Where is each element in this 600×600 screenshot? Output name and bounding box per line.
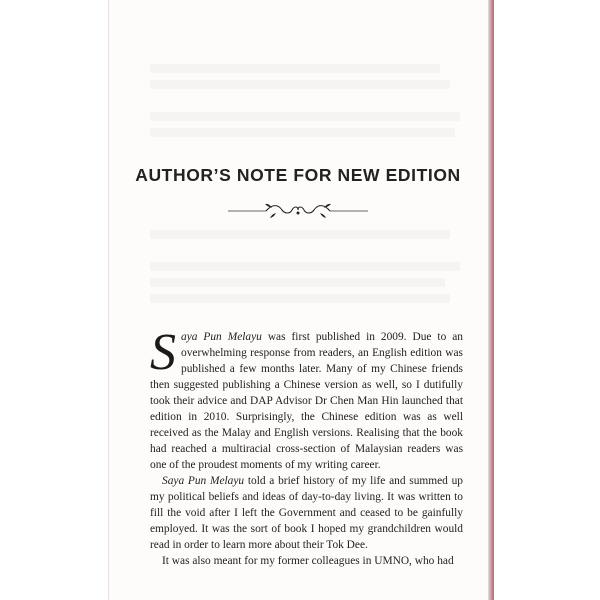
paragraph-1 [150,324,463,473]
book-title: aya Pun Melayu [181,331,262,343]
floral-divider-icon [228,200,368,220]
paragraph-3 [150,553,463,569]
show-through-line [150,80,450,89]
show-through-line [150,278,445,287]
show-through-line [150,230,450,239]
book-title: Saya Pun Melayu [162,475,245,487]
paragraph-text: It was also meant for my former colleagues in UMNO, who had [162,555,454,567]
drop-cap: S [150,324,176,381]
show-through-line [150,112,460,121]
paragraph-text: told a brief history of my life and summed up my political beliefs and ideas of day-to-day living. It was written to fill the void after I left the Government and ceased to be gainfully employed. It was the sort of book I hoped my grandchildren would read in order to learn more about their Tok Dee. [150,475,463,551]
show-through-line [150,262,460,271]
paragraph-2 [150,473,463,553]
paragraph-text: was first published in 2009. Due to an overwhelming response from readers, an English edition was published a few months later. Many of my Chinese friends then suggested publishing a Chinese version as well, so I dutifully took their advice and DAP Advisor Dr Chen Man Hin launched that edition in 2010. Surprisingly, the Chinese edition was as well received as the Malay and English versions. Realising that the book had reached a multiracial cross-section of Malaysian readers was one of the proudest moments of my writing career. [150,331,463,471]
show-through-line [150,64,440,73]
show-through-line [150,294,450,303]
chapter-heading: AUTHOR’S NOTE FOR NEW EDITION [135,165,461,185]
show-through-line [150,128,455,137]
body-text [150,324,463,569]
page-edge [488,0,494,600]
